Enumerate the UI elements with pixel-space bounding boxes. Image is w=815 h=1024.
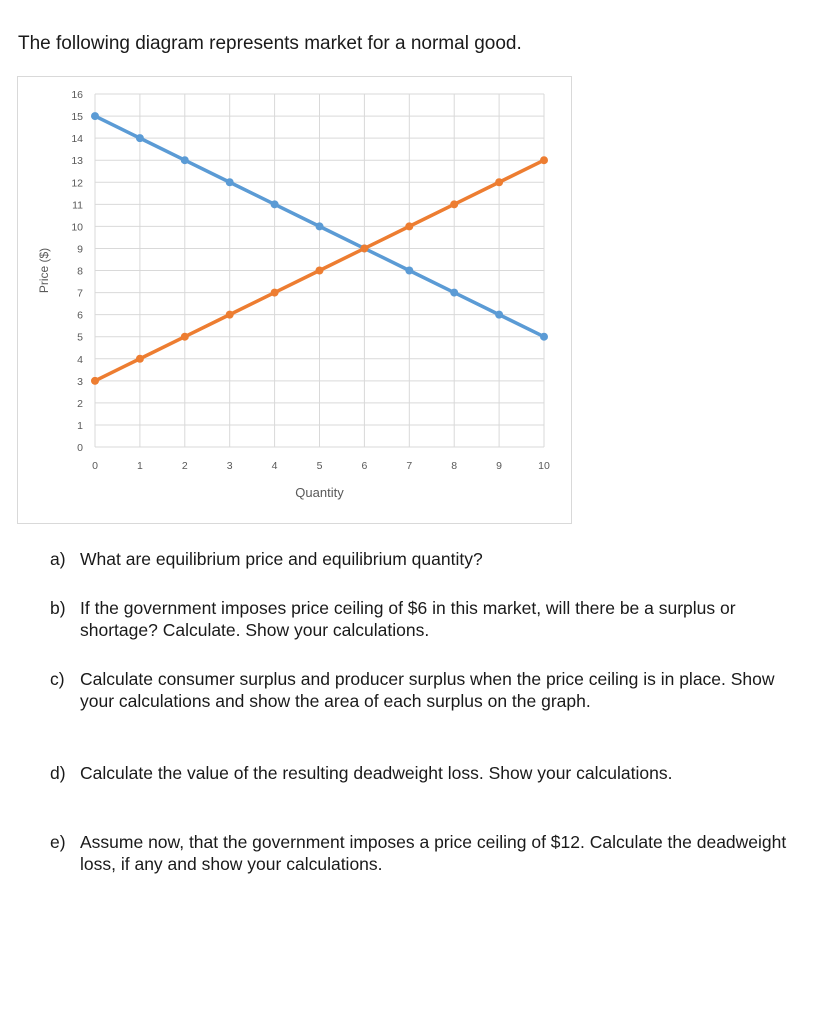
y-tick-label: 7 [77,287,83,300]
x-tick-label: 7 [406,460,413,472]
y-tick-label: 0 [77,442,83,454]
series-1-point [540,156,548,164]
x-axis-label: Quantity [295,485,344,500]
question-d [50,762,795,784]
series-1-point [360,244,368,252]
y-tick-label: 16 [71,89,83,101]
question-b-text: If the government imposes price ceiling of $6 in this market, will there be a surplus or shortage? Calculate. Show your calculations. [80,598,736,640]
chart-svg [18,77,571,523]
y-tick-label: 9 [77,243,83,256]
question-d-label: d) [50,763,66,783]
question-e-label: e) [50,832,66,852]
series-0-point [91,112,99,120]
y-tick-label: 3 [77,375,83,388]
question-a-text: What are equilibrium price and equilibrium quantity? [80,549,483,569]
question-b-label: b) [50,598,66,618]
y-tick-label: 14 [71,133,83,146]
series-1-point [316,267,324,275]
y-tick-label: 4 [77,353,83,366]
y-tick-label: 1 [77,419,83,432]
y-tick-label: 6 [77,309,83,322]
question-d-text: Calculate the value of the resulting deadweight loss. Show your calculations. [80,763,673,783]
x-tick-label: 5 [316,460,323,472]
series-1-point [136,355,144,363]
question-c-label: c) [50,669,65,689]
question-a-label: a) [50,549,66,569]
y-axis-label: Price ($) [37,247,51,294]
market-chart [17,76,572,524]
y-tick-label: 11 [72,199,83,212]
series-0-point [450,289,458,297]
x-tick-label: 6 [361,460,368,472]
question-b [50,597,795,641]
series-0-point [181,156,189,164]
question-c-text: Calculate consumer surplus and producer surplus when the price ceiling is in place. Show your calculations and show the area of each surplus on the graph. [80,669,775,711]
y-tick-label: 5 [77,331,83,344]
y-tick-label: 2 [77,397,83,410]
series-0-point [226,178,234,186]
x-tick-label: 8 [451,460,458,472]
x-tick-label: 4 [271,460,278,472]
x-tick-label: 10 [538,460,550,472]
x-tick-label: 3 [226,460,233,472]
series-0-point [540,333,548,341]
series-1-point [226,311,234,319]
page-heading: The following diagram represents market for a normal good. [18,33,522,54]
series-1-point [181,333,189,341]
series-0-point [271,200,279,208]
y-tick-label: 10 [71,221,83,234]
question-e [50,831,795,875]
y-tick-label: 13 [71,155,83,168]
question-c [50,668,795,712]
series-1-point [91,377,99,385]
series-0-point [316,222,324,230]
x-tick-label: 1 [136,460,143,472]
question-e-text: Assume now, that the government imposes a price ceiling of $12. Calculate the deadweight loss, if any and show your calculations. [80,832,787,874]
y-tick-label: 15 [71,111,83,124]
series-0-point [495,311,503,319]
series-1-point [271,289,279,297]
series-1-point [495,178,503,186]
x-tick-label: 9 [496,460,503,472]
series-0-point [136,134,144,142]
x-tick-label: 0 [92,460,98,472]
y-tick-label: 8 [77,265,83,278]
x-tick-label: 2 [181,460,188,472]
series-0-point [405,267,413,275]
question-a [50,548,795,570]
y-tick-label: 12 [71,177,83,190]
series-1-point [405,222,413,230]
series-1-point [450,200,458,208]
